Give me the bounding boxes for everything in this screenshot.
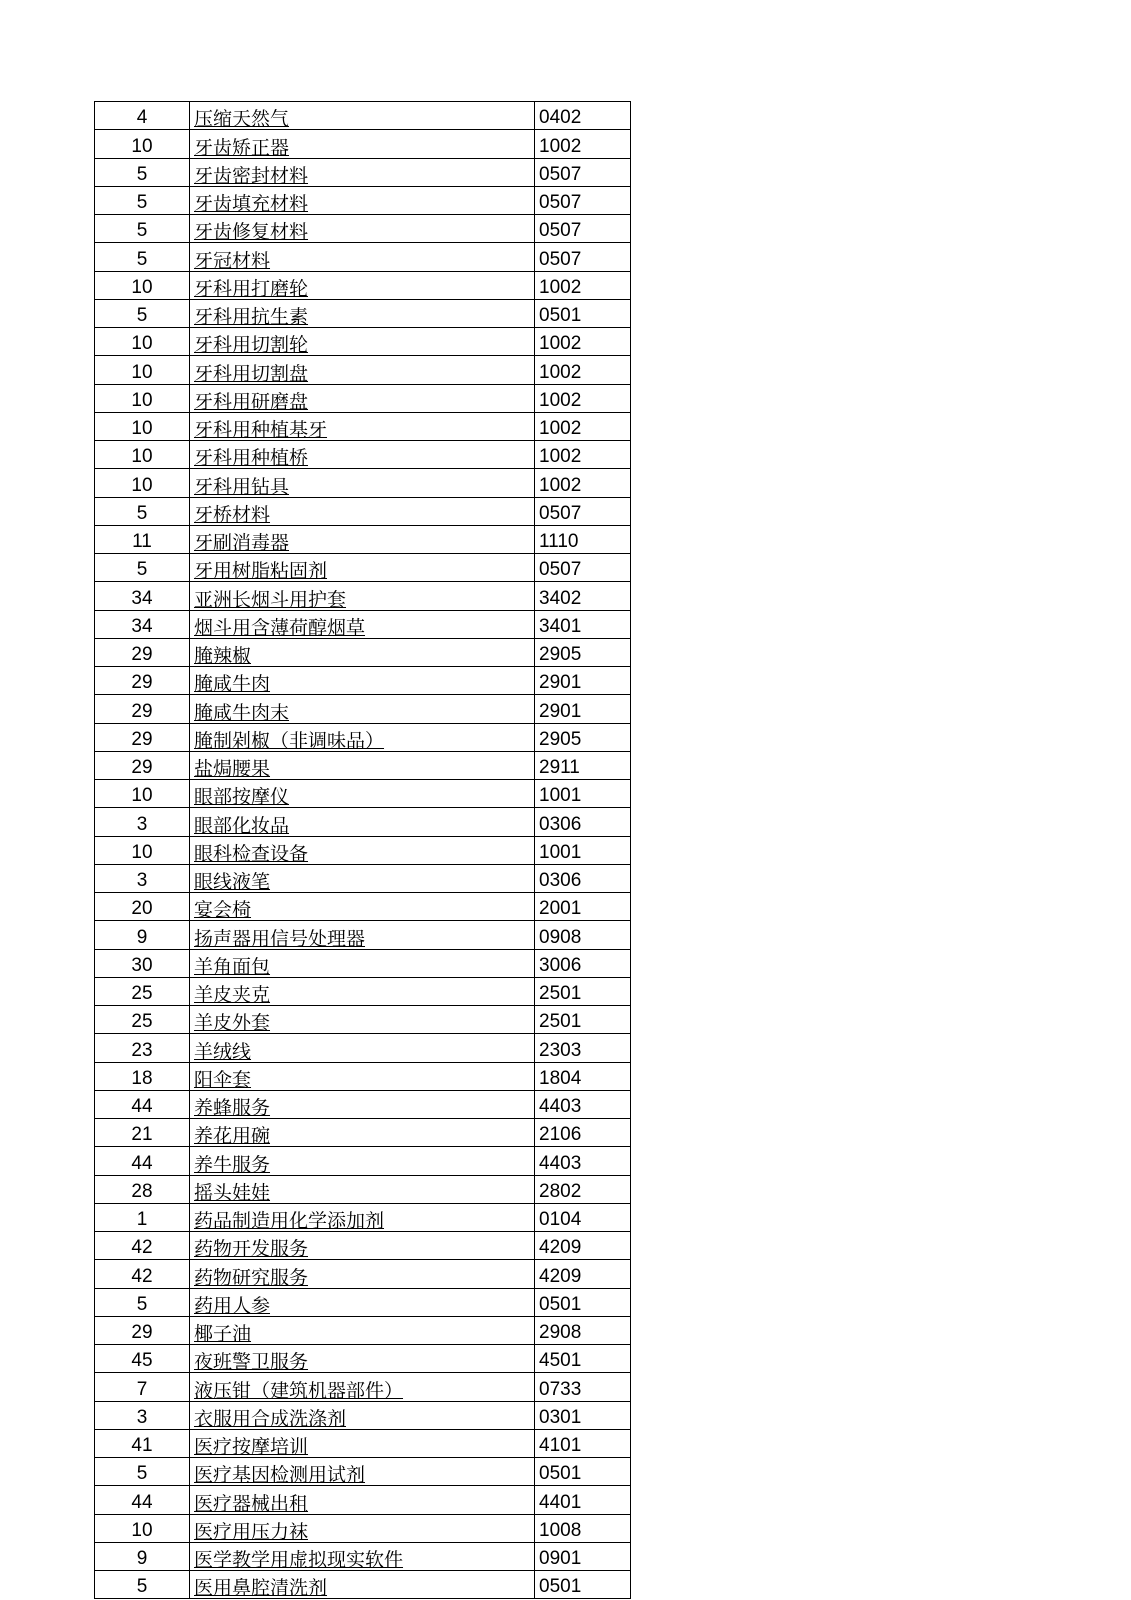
class-number-cell: 44 [95, 1090, 190, 1118]
goods-name-cell: 眼部按摩仪 [190, 780, 535, 808]
table-row [95, 949, 631, 977]
class-number-cell: 5 [95, 158, 190, 186]
group-code-cell: 4501 [535, 1345, 631, 1373]
group-code-cell: 0301 [535, 1401, 631, 1429]
group-code-cell: 4401 [535, 1486, 631, 1514]
table-row [95, 441, 631, 469]
group-code-cell: 0733 [535, 1373, 631, 1401]
table-row [95, 723, 631, 751]
group-code-cell: 1002 [535, 328, 631, 356]
group-code-cell: 0507 [535, 554, 631, 582]
group-code-cell: 4209 [535, 1260, 631, 1288]
goods-name-cell: 牙齿填充材料 [190, 186, 535, 214]
goods-name-cell: 眼线液笔 [190, 864, 535, 892]
group-code-cell: 1002 [535, 412, 631, 440]
table-row [95, 1232, 631, 1260]
goods-name-cell: 养牛服务 [190, 1147, 535, 1175]
goods-name-cell: 液压钳（建筑机器部件） [190, 1373, 535, 1401]
class-number-cell: 10 [95, 441, 190, 469]
goods-name-cell: 牙科用打磨轮 [190, 271, 535, 299]
class-number-cell: 5 [95, 186, 190, 214]
goods-name-cell: 牙科用研磨盘 [190, 384, 535, 412]
goods-name-cell: 牙科用切割轮 [190, 328, 535, 356]
goods-name-cell: 牙用树脂粘固剂 [190, 554, 535, 582]
group-code-cell: 0507 [535, 215, 631, 243]
group-code-cell: 0901 [535, 1542, 631, 1570]
goods-name-cell: 腌辣椒 [190, 638, 535, 666]
table-row [95, 1345, 631, 1373]
goods-name-cell: 药物开发服务 [190, 1232, 535, 1260]
table-row [95, 808, 631, 836]
goods-name-cell: 牙科用种植基牙 [190, 412, 535, 440]
goods-table [94, 101, 631, 1599]
class-number-cell: 3 [95, 808, 190, 836]
table-row [95, 554, 631, 582]
table-row [95, 215, 631, 243]
group-code-cell: 1002 [535, 441, 631, 469]
table-row [95, 1288, 631, 1316]
goods-name-cell: 牙科用抗生素 [190, 299, 535, 327]
goods-name-cell: 牙桥材料 [190, 497, 535, 525]
class-number-cell: 29 [95, 723, 190, 751]
class-number-cell: 3 [95, 864, 190, 892]
table-row [95, 1203, 631, 1231]
class-number-cell: 20 [95, 893, 190, 921]
class-number-cell: 10 [95, 1514, 190, 1542]
class-number-cell: 29 [95, 667, 190, 695]
table-row [95, 1034, 631, 1062]
group-code-cell: 2901 [535, 695, 631, 723]
goods-name-cell: 夜班警卫服务 [190, 1345, 535, 1373]
goods-name-cell: 摇头娃娃 [190, 1175, 535, 1203]
table-row [95, 469, 631, 497]
class-number-cell: 4 [95, 102, 190, 130]
group-code-cell: 3401 [535, 610, 631, 638]
table-row [95, 497, 631, 525]
class-number-cell: 5 [95, 1288, 190, 1316]
class-number-cell: 42 [95, 1260, 190, 1288]
table-row [95, 299, 631, 327]
class-number-cell: 7 [95, 1373, 190, 1401]
table-row [95, 751, 631, 779]
group-code-cell: 2905 [535, 723, 631, 751]
group-code-cell: 0507 [535, 497, 631, 525]
class-number-cell: 30 [95, 949, 190, 977]
group-code-cell: 4209 [535, 1232, 631, 1260]
class-number-cell: 5 [95, 554, 190, 582]
class-number-cell: 10 [95, 328, 190, 356]
group-code-cell: 0507 [535, 158, 631, 186]
goods-name-cell: 牙冠材料 [190, 243, 535, 271]
table-row [95, 864, 631, 892]
goods-name-cell: 养花用碗 [190, 1119, 535, 1147]
goods-name-cell: 牙科用种植桥 [190, 441, 535, 469]
group-code-cell: 1001 [535, 836, 631, 864]
class-number-cell: 25 [95, 977, 190, 1005]
goods-name-cell: 药用人参 [190, 1288, 535, 1316]
group-code-cell: 3402 [535, 582, 631, 610]
class-number-cell: 3 [95, 1401, 190, 1429]
group-code-cell: 0507 [535, 186, 631, 214]
goods-name-cell: 药物研究服务 [190, 1260, 535, 1288]
class-number-cell: 28 [95, 1175, 190, 1203]
class-number-cell: 1 [95, 1203, 190, 1231]
class-number-cell: 29 [95, 751, 190, 779]
table-row [95, 102, 631, 130]
class-number-cell: 10 [95, 469, 190, 497]
table-row [95, 1486, 631, 1514]
goods-name-cell: 医疗用压力袜 [190, 1514, 535, 1542]
class-number-cell: 29 [95, 695, 190, 723]
class-number-cell: 5 [95, 215, 190, 243]
group-code-cell: 1002 [535, 356, 631, 384]
table-row [95, 1373, 631, 1401]
group-code-cell: 2901 [535, 667, 631, 695]
class-number-cell: 5 [95, 1458, 190, 1486]
group-code-cell: 3006 [535, 949, 631, 977]
table-row [95, 1458, 631, 1486]
goods-name-cell: 腌制剁椒（非调味品） [190, 723, 535, 751]
group-code-cell: 4403 [535, 1147, 631, 1175]
group-code-cell: 2501 [535, 977, 631, 1005]
group-code-cell: 0306 [535, 864, 631, 892]
group-code-cell: 0501 [535, 1288, 631, 1316]
goods-name-cell: 医学教学用虚拟现实软件 [190, 1542, 535, 1570]
table-row [95, 1514, 631, 1542]
table-row [95, 695, 631, 723]
table-row [95, 1260, 631, 1288]
group-code-cell: 1002 [535, 384, 631, 412]
goods-table-body [95, 102, 631, 1599]
class-number-cell: 34 [95, 610, 190, 638]
goods-name-cell: 椰子油 [190, 1316, 535, 1344]
table-row [95, 271, 631, 299]
table-row [95, 1571, 631, 1599]
group-code-cell: 2106 [535, 1119, 631, 1147]
goods-name-cell: 衣服用合成洗涤剂 [190, 1401, 535, 1429]
class-number-cell: 23 [95, 1034, 190, 1062]
table-row [95, 1316, 631, 1344]
group-code-cell: 1001 [535, 780, 631, 808]
class-number-cell: 45 [95, 1345, 190, 1373]
goods-name-cell: 烟斗用含薄荷醇烟草 [190, 610, 535, 638]
group-code-cell: 1804 [535, 1062, 631, 1090]
table-row [95, 130, 631, 158]
group-code-cell: 4101 [535, 1429, 631, 1457]
goods-name-cell: 羊皮夹克 [190, 977, 535, 1005]
table-row [95, 638, 631, 666]
goods-name-cell: 医疗按摩培训 [190, 1429, 535, 1457]
group-code-cell: 2802 [535, 1175, 631, 1203]
goods-name-cell: 盐焗腰果 [190, 751, 535, 779]
goods-name-cell: 羊皮外套 [190, 1006, 535, 1034]
table-row [95, 921, 631, 949]
group-code-cell: 0501 [535, 1458, 631, 1486]
goods-name-cell: 腌咸牛肉 [190, 667, 535, 695]
goods-name-cell: 眼部化妆品 [190, 808, 535, 836]
class-number-cell: 5 [95, 243, 190, 271]
table-row [95, 582, 631, 610]
class-number-cell: 10 [95, 836, 190, 864]
table-row [95, 1175, 631, 1203]
goods-name-cell: 压缩天然气 [190, 102, 535, 130]
class-number-cell: 18 [95, 1062, 190, 1090]
goods-name-cell: 牙齿矫正器 [190, 130, 535, 158]
group-code-cell: 2905 [535, 638, 631, 666]
table-row [95, 384, 631, 412]
table-row [95, 356, 631, 384]
table-row [95, 328, 631, 356]
class-number-cell: 21 [95, 1119, 190, 1147]
group-code-cell: 0501 [535, 299, 631, 327]
table-row [95, 186, 631, 214]
table-row [95, 1542, 631, 1570]
table-row [95, 977, 631, 1005]
class-number-cell: 10 [95, 356, 190, 384]
class-number-cell: 5 [95, 299, 190, 327]
group-code-cell: 0104 [535, 1203, 631, 1231]
goods-name-cell: 牙齿密封材料 [190, 158, 535, 186]
group-code-cell: 2001 [535, 893, 631, 921]
table-row [95, 1119, 631, 1147]
class-number-cell: 9 [95, 1542, 190, 1570]
table-row [95, 1090, 631, 1118]
group-code-cell: 1002 [535, 130, 631, 158]
group-code-cell: 2908 [535, 1316, 631, 1344]
class-number-cell: 34 [95, 582, 190, 610]
table-row [95, 893, 631, 921]
table-row [95, 836, 631, 864]
group-code-cell: 1002 [535, 271, 631, 299]
goods-name-cell: 亚洲长烟斗用护套 [190, 582, 535, 610]
group-code-cell: 2303 [535, 1034, 631, 1062]
class-number-cell: 10 [95, 412, 190, 440]
goods-name-cell: 宴会椅 [190, 893, 535, 921]
goods-name-cell: 牙科用钻具 [190, 469, 535, 497]
goods-name-cell: 羊角面包 [190, 949, 535, 977]
group-code-cell: 0402 [535, 102, 631, 130]
table-row [95, 1401, 631, 1429]
table-row [95, 667, 631, 695]
goods-name-cell: 腌咸牛肉末 [190, 695, 535, 723]
table-row [95, 1429, 631, 1457]
goods-name-cell: 医疗基因检测用试剂 [190, 1458, 535, 1486]
table-row [95, 525, 631, 553]
class-number-cell: 44 [95, 1486, 190, 1514]
class-number-cell: 10 [95, 780, 190, 808]
goods-name-cell: 医用鼻腔清洗剂 [190, 1571, 535, 1599]
group-code-cell: 2501 [535, 1006, 631, 1034]
table-row [95, 243, 631, 271]
goods-name-cell: 牙齿修复材料 [190, 215, 535, 243]
class-number-cell: 44 [95, 1147, 190, 1175]
goods-name-cell: 养蜂服务 [190, 1090, 535, 1118]
table-row [95, 1006, 631, 1034]
goods-name-cell: 牙科用切割盘 [190, 356, 535, 384]
table-row [95, 1062, 631, 1090]
table-row [95, 780, 631, 808]
class-number-cell: 25 [95, 1006, 190, 1034]
class-number-cell: 11 [95, 525, 190, 553]
class-number-cell: 29 [95, 1316, 190, 1344]
class-number-cell: 10 [95, 384, 190, 412]
class-number-cell: 10 [95, 271, 190, 299]
class-number-cell: 29 [95, 638, 190, 666]
class-number-cell: 5 [95, 1571, 190, 1599]
group-code-cell: 4403 [535, 1090, 631, 1118]
group-code-cell: 0306 [535, 808, 631, 836]
goods-name-cell: 扬声器用信号处理器 [190, 921, 535, 949]
table-row [95, 412, 631, 440]
goods-name-cell: 牙刷消毒器 [190, 525, 535, 553]
goods-name-cell: 药品制造用化学添加剂 [190, 1203, 535, 1231]
goods-name-cell: 眼科检查设备 [190, 836, 535, 864]
class-number-cell: 41 [95, 1429, 190, 1457]
group-code-cell: 1110 [535, 525, 631, 553]
goods-name-cell: 医疗器械出租 [190, 1486, 535, 1514]
group-code-cell: 2911 [535, 751, 631, 779]
group-code-cell: 1002 [535, 469, 631, 497]
class-number-cell: 42 [95, 1232, 190, 1260]
group-code-cell: 1008 [535, 1514, 631, 1542]
class-number-cell: 5 [95, 497, 190, 525]
group-code-cell: 0507 [535, 243, 631, 271]
class-number-cell: 9 [95, 921, 190, 949]
table-row [95, 1147, 631, 1175]
group-code-cell: 0908 [535, 921, 631, 949]
group-code-cell: 0501 [535, 1571, 631, 1599]
class-number-cell: 10 [95, 130, 190, 158]
table-row [95, 610, 631, 638]
table-row [95, 158, 631, 186]
goods-name-cell: 阳伞套 [190, 1062, 535, 1090]
goods-name-cell: 羊绒线 [190, 1034, 535, 1062]
